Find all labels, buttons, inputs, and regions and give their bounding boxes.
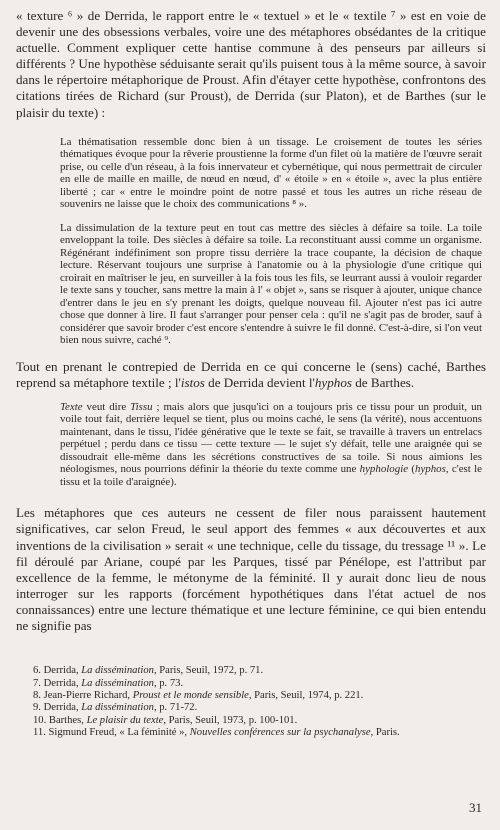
footnote-author: 10. Barthes, xyxy=(33,714,87,726)
quote-barthes xyxy=(60,401,482,489)
page-number: 31 xyxy=(469,800,482,815)
quote-2-a: veut dire xyxy=(82,400,131,413)
quote-2-tissu: Tissu xyxy=(130,400,153,413)
footnote xyxy=(16,702,486,714)
body-paragraph-2 xyxy=(16,359,486,391)
footnote-title: Nouvelles conférences sur la psychanalyse xyxy=(189,727,371,739)
footnote xyxy=(16,727,486,739)
footnote-author: 9. Derrida, xyxy=(33,702,82,714)
footnote-title: Le plaisir du texte xyxy=(86,714,164,726)
footnote-details: , Paris, Seuil, 1974, p. 221. xyxy=(248,689,364,701)
body-paragraph-1: « texture ⁶ » de Derrida, le rapport entre le « textuel » et le « textile ⁷ » est en voie de devenir une des obsessions verbales, voire une des métaphores obsédantes de la critique actuelle. Comment expliquer cette hantise commune à des penseurs par ailleurs si différents ? Une hypothèse séduisante serait qu'ils puisent tous à la même source, à savoir dans le répertoire métaphorique de Proust. Afin d'étayer cette hypothèse, confrontons des citations tirées de Richard (sur Proust), de Derrida (sur Platon), et de Barthes (sur le plaisir du texte) : xyxy=(16,8,486,120)
footnote xyxy=(16,690,486,702)
footnote-title: La dissémination xyxy=(81,702,154,714)
paragraph-2-end: de Barthes. xyxy=(351,374,415,390)
quote-2-hyphologie: hyphologie xyxy=(359,463,409,476)
quote-derrida: La dissimulation de la texture peut en tout cas mettre des siècles à défaire sa toile. La toile enveloppant la toile. Des siècles à défaire sa toile. La reconstituant aussi comme un organisme. Régénérant indéfiniment son propre tissu derrière la trace coupante, la décision de chaque lecture. Réservant toujours une surprise à l'anatomie ou à la physiologie d'une critique qui croirait en maîtriser le jeu, en surveiller à la fois tous les fils, se leurrant aussi à vouloir regarder le texte sans y toucher, sans mettre la main à l' « objet », sans se risquer à ajouter, unique chance d'entrer dans le jeu en s'y prenant les doigts, quelque nouveau fil. Ajouter n'est pas ici autre chose que donner à lire. Il faut s'arranger pour penser cela : qu'il ne s'agit pas de broder, sauf à considérer que savoir broder c'est encore s'entendre à suivre le fil donné. C'est-à-dire, si l'on veut bien nous suivre, caché ⁹. xyxy=(60,221,482,347)
footnote-details: , p. 73. xyxy=(153,677,184,689)
footnote-details: , Paris, Seuil, 1973, p. 100-101. xyxy=(163,714,298,726)
footnote-title: La dissémination xyxy=(81,665,154,677)
footnote xyxy=(16,678,486,690)
footnote xyxy=(16,715,486,727)
quote-richard: La thématisation ressemble donc bien à un tissage. Le croisement de toutes les séries thématiques évoque pour la rêverie proustienne la forme d'un filet où la matière de l'œuvre serait prise, ou celle d'un réseau, à la fois innervateur et cybernétique, qui nous permettrait de circuler en elle de maille en maille, de nœud en nœud, d' « étoile » en « étoile », avec la plus entière liberté ; car « entre le moindre point de notre passé et tous les autres un riche réseau de souvenirs ne laisse que le choix des communications ⁸ ». xyxy=(60,135,482,211)
footnote-details: , Paris, Seuil, 1972, p. 71. xyxy=(153,665,264,677)
footnote-author: 11. Sigmund Freud, « La féminité », xyxy=(33,727,190,739)
footnote-details: , Paris. xyxy=(370,727,400,739)
footnotes xyxy=(16,665,486,739)
paragraph-2-hyphos: hyphos xyxy=(314,374,352,390)
footnote-title: La dissémination xyxy=(81,677,154,689)
footnote-details: , p. 71-72. xyxy=(153,702,198,714)
paragraph-2-text: Tout en prenant le contrepied de Derrida en ce qui concerne le (sens) caché, Barthes reprend sa métaphore textile ; l' xyxy=(16,358,486,390)
footnote-author: 7. Derrida, xyxy=(33,677,82,689)
footnote-title: Proust et le monde sensible xyxy=(132,689,249,701)
quote-2-c: ( xyxy=(408,463,416,476)
footnote-author: 6. Derrida, xyxy=(33,665,82,677)
body-paragraph-3: Les métaphores que ces auteurs ne cessent de filer nous paraissent hautement significatives, car selon Freud, le seul apport des femmes « aux découvertes et aux inventions de la civilisation » serait « une technique, celle du tissage, du tressage ¹¹ ». Le fil déroulé par Ariane, coupé par les Parques, tissé par Pénélope, est l'attribut par excellence de la femme, le métonyme de la féminité. Il y aurait donc lieu de nous interroger sur les rapports (forcément hypothétiques dans l'état actuel de nos connaissances) entre une lecture thématique et une lecture féminine, ce qui bien entendu ne signifie pas xyxy=(16,505,486,633)
quote-2-hyphos: hyphos xyxy=(415,463,446,476)
paragraph-2-mid: de Derrida devient l' xyxy=(204,374,315,390)
quote-2-b: ; mais alors que jusqu'ici on a toujours pris ce tissu pour un produit, un voile tout fait, derrière lequel se tient, plus ou moins caché, le sens (la vérité), nous accentuons maintenant, dans le tissu, l'idée générative que le texte se fait, se travaille à travers un entrelacs perpétuel ; perdu dans ce tissu — cette texture — le sujet s'y défait, telle une araignée qui se dissoudrait elle-même dans les sécrétions constructives de sa toile. Si nous aimions les néologismes, nous pourrions définir la théorie du texte comme une xyxy=(60,400,482,476)
footnote-author: 8. Jean-Pierre Richard, xyxy=(33,689,133,701)
block-quote-1 xyxy=(60,136,482,347)
quote-2-texte: Texte xyxy=(60,400,83,413)
quote-2-d: , c'est le tissu et la toile d'araignée). xyxy=(60,463,482,488)
block-quote-2 xyxy=(60,401,482,489)
paragraph-2-istos: istos xyxy=(180,374,205,390)
footnote xyxy=(16,665,486,677)
